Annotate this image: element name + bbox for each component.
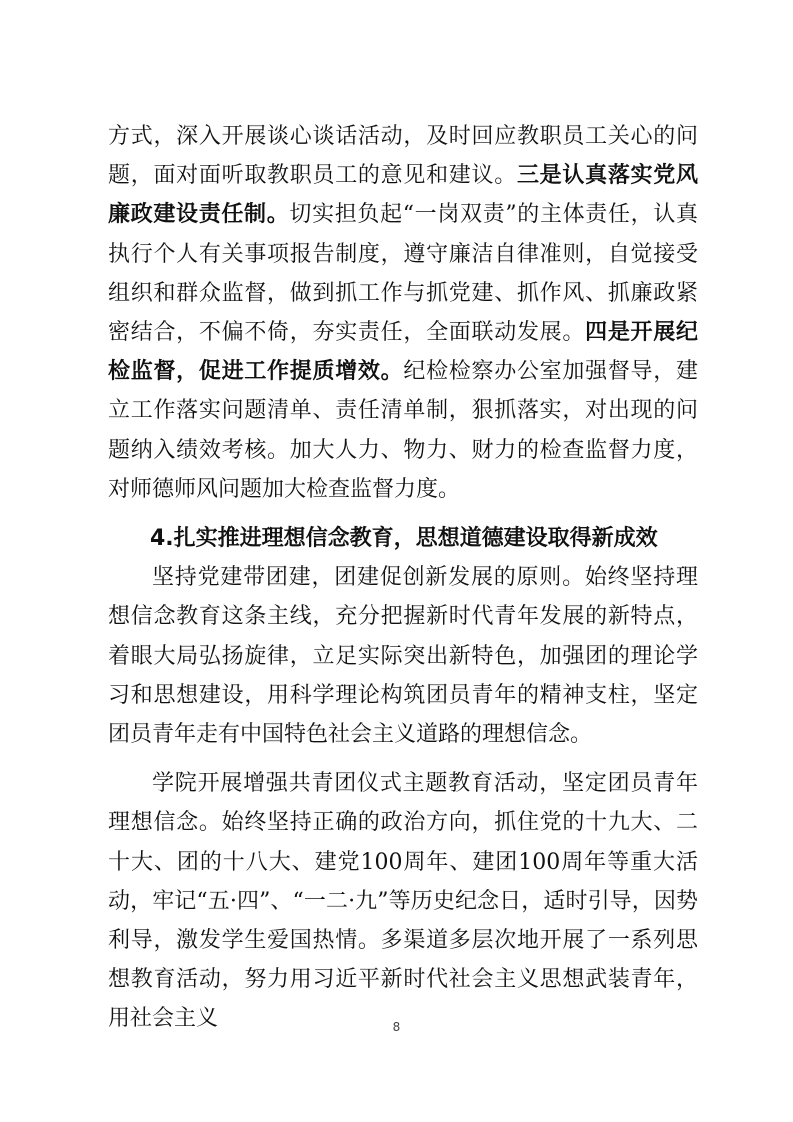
- spacer: [108, 754, 698, 764]
- page-number: 8: [392, 1020, 401, 1034]
- bold-lead-4: 四是开展纪检监督，促进工作提质增效。: [108, 319, 698, 385]
- paragraph: 坚持党建带团建，团建促创新发展的原则。始终坚持理想信念教育这条主线，充分把握新时代青年发展的新特点，着眼大局弘扬旋律，立足实际突出新特色，加强团的理论学习和思想建设，用科学理论构筑团员青年的精神支柱，坚定团员青年走有中国特色社会主义道路的理想信念。: [108, 565, 698, 748]
- paragraph-text: 方式，深入开展谈心谈话活动，及时回应教职员工关心的问题，面对面听取教职员工的意见和建议。: [108, 124, 698, 189]
- spacer: [108, 509, 698, 519]
- paragraph-continued: [108, 117, 698, 509]
- paragraph-text: 纪检检察办公室加强督导，建立工作落实问题清单、责任清单制，狠抓落实，对出现的问题纳入绩效考核。加大人力、物力、财力的检查监督力度，对师德师风问题加大检查监督力度。: [108, 359, 698, 502]
- body-text: [108, 117, 698, 1039]
- paragraph: 学院开展增强共青团仪式主题教育活动，坚定团员青年理想信念。始终坚持正确的政治方向，抓住党的十九大、二十大、团的十八大、建党100周年、建团100周年等重大活动，牢记“五·四”、“一二·九”等历史纪念日，适时引导，因势利导，激发学生爱国热情。多渠道多层次地开展了一系列思想教育活动，努力用习近平新时代社会主义思想武装青年，用社会主义: [108, 771, 698, 1032]
- section-heading: 4.扎实推进理想信念教育，思想道德建设取得新成效: [150, 526, 658, 552]
- bold-lead-3: 三是认真落实党风廉政建设责任制。: [108, 162, 698, 228]
- paragraph-text: 切实担负起“一岗双责”的主体责任，认真执行个人有关事项报告制度，遵守廉洁自律准则，自觉接受组织和群众监督，做到抓工作与抓党建、抓作风、抓廉政紧密结合，不偏不倚，夯实责任，全面联动发展。: [108, 202, 698, 346]
